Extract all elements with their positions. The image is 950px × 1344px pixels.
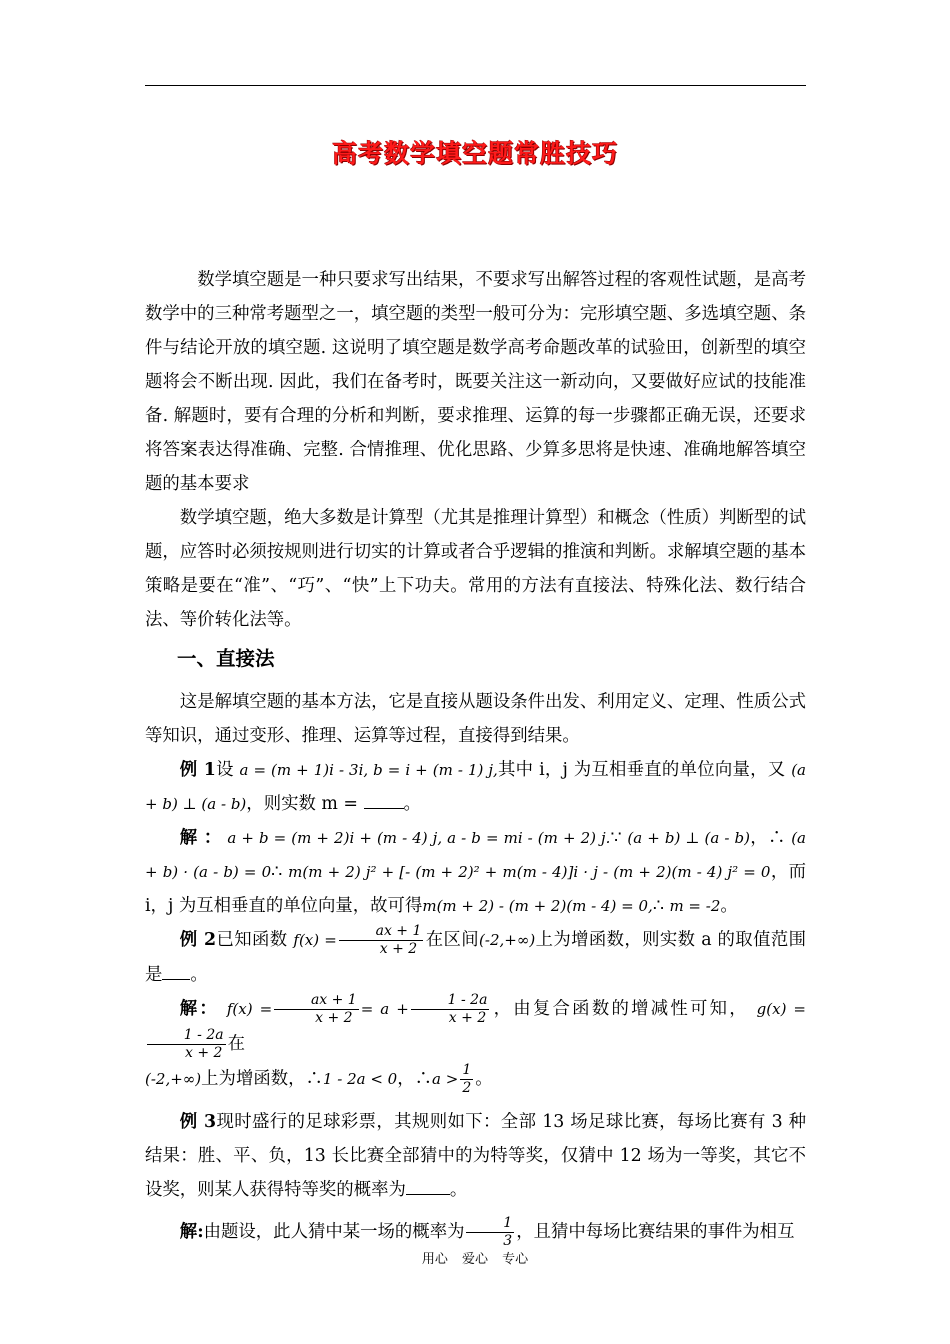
document-body <box>145 263 806 1250</box>
math-expression: = a + <box>360 1000 409 1018</box>
header-rule <box>145 85 806 86</box>
math-expression: m = -2 <box>669 897 721 915</box>
fraction: $\frac{1 - 2a}{x + 2}$ <box>411 992 490 1027</box>
solution-label: 解： <box>179 999 220 1019</box>
example-3: 例 3现时盛行的足球彩票，其规则如下：全部 13 场足球比赛，每场比赛有 3 种结果：胜、平、负，13 长比赛全部猜中的为特等奖，仅猜中 12 场为一等奖，其它不设奖，则某人获得特等奖的概率为 。 <box>145 1112 807 1200</box>
example-label: 例 3 <box>179 1112 217 1132</box>
math-expression: (a + b) · (a - b) = 0 <box>145 829 806 881</box>
fraction: $\frac{1}{2}$ <box>462 1062 472 1096</box>
math-expression: a + b = (m + 2)i + (m - 4) j, a - b = mi - (m + 2) j. <box>227 829 611 847</box>
math-expression: (a + b) ⊥ (a - b) <box>145 761 806 813</box>
math-expression: f(x) = <box>293 931 337 949</box>
fraction: $\frac{1}{3}$ <box>466 1215 514 1250</box>
math-expression: m(m + 2) j² + [- (m + 2)² + m(m - 4)]i · j - (m + 2)(m - 4) j² = 0 <box>288 863 771 881</box>
example-2-solution-cont: (-2,+∞)上为增函数，∴1 - 2a < 0，∴a > $\frac{1}{2}$ 。 <box>145 1062 493 1096</box>
math-expression: g(x) = <box>756 1000 806 1018</box>
therefore-symbol: ∴ <box>305 1069 323 1089</box>
intro-paragraph-1: 数学填空题是一种只要求写出结果，不要求写出解答过程的客观性试题，是高考数学中的三种常考题型之一，填空题的类型一般可分为：完形填空题、多选填空题、条件与结论开放的填空题. 这说明了填空题是数学高考命题改革的试验田，创新型的填空题将会不断出现. 因此，我们在备考时，既要关注这一新动向，又要做好应试的技能准备. 解题时，要有合理的分析和判断，要求推理、运算的每一步骤都正确无误，还要求将答案表达得准确、完整. 合情推理、优化思路、少算多思将是快速、准确地解答填空题的基本要求 <box>145 270 806 494</box>
interval: (-2,+∞) <box>145 1070 202 1088</box>
solution-label: 解 ： <box>179 828 222 848</box>
example-3-solution: 解:由题设，此人猜中某一场的概率为 $\frac{1}{3}$ ，且猜中每场比赛结果的事件为相互 <box>179 1215 795 1249</box>
answer-blank <box>406 1174 450 1195</box>
therefore-symbol: ∴ <box>414 1069 433 1089</box>
page-footer: 用心 爱心 专心 <box>421 1252 529 1267</box>
intro-paragraph-2: 数学填空题，绝大多数是计算型（尤其是推理计算型）和概念（性质）判断型的试题，应答时必须按规则进行切实的计算或者合乎逻辑的推演和判断。求解填空题的基本策略是要在“准”、“巧”、“快”上下功夫。常用的方法有直接法、特殊化法、数行结合法、等价转化法等。 <box>145 508 806 630</box>
solution-label: 解: <box>179 1222 204 1242</box>
therefore-symbol: ∴ <box>652 896 664 916</box>
math-expression: m(m + 2) - (m + 2)(m - 4) = 0, <box>422 897 653 915</box>
example-2: 例 2已知函数 f(x) = $\frac{ax + 1}{x + 2}$ 在区间(-2,+∞)上为增函数，则实数 a 的取值范围是 。 <box>145 923 806 985</box>
math-expression: a = (m + 1)i - 3i, b = i + (m - 1) j, <box>239 761 498 779</box>
therefore-symbol: ∴ <box>271 862 283 882</box>
section-heading-direct-method: 一、直接法 <box>177 647 275 670</box>
because-symbol: ∵ <box>610 828 622 848</box>
page-title: 高考数学填空题常胜技巧 <box>331 139 618 168</box>
interval: (-2,+∞) <box>479 931 536 949</box>
fraction: $\frac{ax + 1}{x + 2}$ <box>274 992 359 1027</box>
math-expression: (a + b) ⊥ (a - b) <box>627 829 750 847</box>
math-expression: f(x) = <box>226 1000 273 1018</box>
section-description: 这是解填空题的基本方法，它是直接从题设条件出发、利用定义、定理、性质公式等知识，通过变形、推理、运算等过程，直接得到结果。 <box>145 692 806 746</box>
example-1: 例 1设 a = (m + 1)i - 3i, b = i + (m - 1) j,其中 i，j 为互相垂直的单位向量，又 (a + b) ⊥ (a - b)，则实数 m = 。 <box>145 760 806 814</box>
example-2-solution: 解： f(x) = $\frac{ax + 1}{x + 2}$ = a + $\frac{1 - 2a}{x + 2}$ ，由复合函数的增减性可知， g(x) = $\frac{1 - 2a}{x + 2}$ 在 <box>145 992 806 1062</box>
math-expression: a > <box>432 1070 459 1088</box>
math-expression: 1 - 2a < 0 <box>322 1070 398 1088</box>
answer-blank <box>364 788 404 809</box>
example-1-solution: 解 ： a + b = (m + 2)i + (m - 4) j, a - b = mi - (m + 2) j.∵ (a + b) ⊥ (a - b)，∴ (a + b) · (a - b) = 0∴ m(m + 2) j² + [- (m + 2)² + m(m - 4)]i · j - (m + 2)(m - 4) j² = 0，而 i，j 为互相垂直的单位向量，故可得m(m + 2) - (m + 2)(m - 4) = 0,∴ m = -2。 <box>145 828 806 916</box>
example-label: 例 2 <box>179 930 217 950</box>
example-label: 例 1 <box>179 760 216 780</box>
answer-blank <box>162 959 190 980</box>
fraction: $\frac{ax + 1}{x + 2}$ <box>339 923 424 958</box>
fraction: $\frac{1 - 2a}{x + 2}$ <box>147 1027 226 1062</box>
therefore-symbol: ∴ <box>767 828 786 848</box>
